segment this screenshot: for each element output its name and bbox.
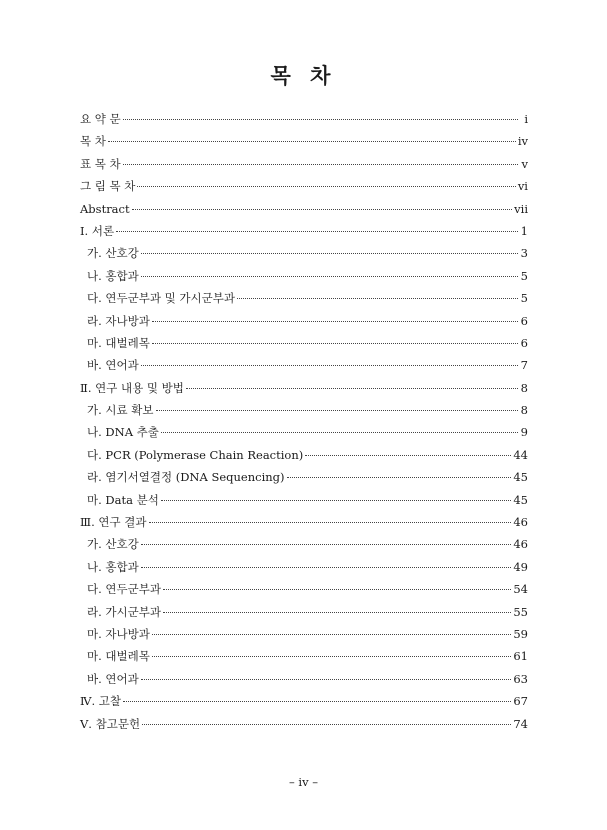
toc-entry-page-number: 49 <box>513 559 528 574</box>
page-number-footer: – iv – <box>289 775 318 789</box>
toc-entry-page-number: 44 <box>513 447 528 462</box>
toc-entry-label: Ⅴ. 참고문헌 <box>80 716 141 731</box>
toc-entry[interactable] <box>80 377 528 399</box>
toc-entry-label: Ⅰ. 서론 <box>80 223 115 238</box>
toc-entry[interactable] <box>80 668 528 690</box>
toc-entry-page-number: 46 <box>513 515 528 530</box>
toc-entry-page-number: 46 <box>513 537 528 552</box>
toc-entry[interactable] <box>80 265 528 287</box>
toc-dot-leader <box>152 634 512 635</box>
toc-entry[interactable] <box>80 511 528 533</box>
toc-entry-label: 나. 홍합과 <box>87 268 139 283</box>
toc-dot-leader <box>152 656 512 657</box>
toc-entry[interactable] <box>80 645 528 667</box>
toc-entry[interactable] <box>80 198 528 220</box>
toc-entry-page-number: 6 <box>520 335 528 350</box>
toc-dot-leader <box>142 724 511 725</box>
toc-entry-page-number: 67 <box>513 694 528 709</box>
toc-entry[interactable] <box>80 242 528 264</box>
toc-entry-label: 가. 산호강 <box>87 246 139 261</box>
toc-dot-leader <box>141 679 512 680</box>
toc-entry-page-number: 3 <box>520 246 528 261</box>
toc-entry-page-number: v <box>521 156 528 171</box>
toc-entry-label: 나. 홍합과 <box>87 559 139 574</box>
table-of-contents <box>80 108 528 735</box>
toc-entry-page-number: 63 <box>513 671 528 686</box>
toc-entry-label: 마. 대벌레목 <box>87 335 150 350</box>
toc-entry-label: Abstract <box>80 201 130 216</box>
toc-dot-leader <box>163 589 511 590</box>
toc-entry[interactable] <box>80 556 528 578</box>
toc-dot-leader <box>141 567 512 568</box>
toc-dot-leader <box>116 231 518 232</box>
toc-entry-page-number: 59 <box>513 626 528 641</box>
toc-entry-label: 라. 가시군부과 <box>87 604 161 619</box>
toc-entry[interactable] <box>80 713 528 735</box>
toc-dot-leader <box>186 388 518 389</box>
toc-dot-leader <box>163 612 511 613</box>
toc-entry-page-number: 61 <box>513 649 528 664</box>
toc-entry-label: 마. Data 분석 <box>87 492 159 507</box>
toc-entry[interactable] <box>80 153 528 175</box>
toc-entry-label: 마. 자나방과 <box>87 626 150 641</box>
toc-dot-leader <box>287 477 512 478</box>
toc-entry-page-number: 9 <box>520 425 528 440</box>
toc-entry-page-number: 5 <box>520 268 528 283</box>
toc-dot-leader <box>123 164 518 165</box>
toc-dot-leader <box>161 500 512 501</box>
toc-entry-page-number: 45 <box>513 492 528 507</box>
toc-entry[interactable] <box>80 399 528 421</box>
toc-entry-page-number: vii <box>514 201 528 216</box>
toc-entry-label: 요 약 문 <box>80 112 121 126</box>
toc-dot-leader <box>108 141 516 142</box>
toc-entry-label: 다. 연두군부과 <box>87 582 161 597</box>
toc-entry-label: 가. 시료 확보 <box>87 403 154 418</box>
toc-entry-label: Ⅱ. 연구 내용 및 방법 <box>80 380 184 395</box>
toc-entry[interactable] <box>80 578 528 600</box>
toc-entry-label: 그 림 목 차 <box>80 179 136 194</box>
toc-entry-label: 나. DNA 추출 <box>87 425 159 440</box>
toc-entry-label: 다. 연두군부과 및 가시군부과 <box>87 291 235 306</box>
toc-entry-page-number: 8 <box>520 403 528 418</box>
toc-entry-label: Ⅳ. 고찰 <box>80 694 122 709</box>
toc-entry-page-number: 54 <box>513 582 528 597</box>
toc-entry-label: 마. 대벌레목 <box>87 649 150 664</box>
toc-dot-leader <box>149 522 512 523</box>
toc-dot-leader <box>137 186 515 187</box>
toc-entry[interactable] <box>80 623 528 645</box>
toc-dot-leader <box>141 365 518 366</box>
toc-entry[interactable] <box>80 690 528 712</box>
toc-dot-leader <box>141 253 518 254</box>
toc-entry-label: 다. PCR (Polymerase Chain Reaction) <box>87 447 304 462</box>
toc-entry-label: 라. 자나방과 <box>87 313 150 328</box>
toc-entry[interactable] <box>80 354 528 376</box>
toc-entry-label: 바. 연어과 <box>87 671 139 686</box>
toc-entry-label: Ⅲ. 연구 결과 <box>80 515 147 530</box>
toc-dot-leader <box>132 209 513 210</box>
page-title: 목 차 <box>270 63 337 88</box>
toc-entry-page-number: 55 <box>513 604 528 619</box>
toc-dot-leader <box>141 544 512 545</box>
toc-entry-label: 가. 산호강 <box>87 537 139 552</box>
toc-entry-page-number: 8 <box>520 380 528 395</box>
toc-entry-page-number: iv <box>517 134 528 149</box>
toc-dot-leader <box>141 276 518 277</box>
toc-dot-leader <box>305 455 511 456</box>
toc-entry[interactable] <box>80 130 528 152</box>
toc-dot-leader <box>156 410 518 411</box>
toc-entry-label: 표 목 차 <box>80 156 121 171</box>
toc-entry-page-number: 7 <box>520 358 528 373</box>
toc-entry[interactable] <box>80 489 528 511</box>
toc-entry[interactable] <box>80 421 528 443</box>
toc-entry-page-number: vi <box>517 179 528 194</box>
toc-entry-page-number: i <box>524 112 528 126</box>
toc-entry[interactable] <box>80 332 528 354</box>
toc-entry[interactable] <box>80 601 528 623</box>
toc-entry[interactable] <box>80 175 528 197</box>
toc-entry-page-number: 74 <box>513 716 528 731</box>
toc-entry[interactable] <box>80 108 528 130</box>
toc-dot-leader <box>152 321 518 322</box>
toc-entry-page-number: 6 <box>520 313 528 328</box>
toc-entry-label: 목 차 <box>80 134 106 149</box>
toc-dot-leader <box>237 298 518 299</box>
toc-entry[interactable] <box>80 220 528 242</box>
toc-dot-leader <box>123 119 518 120</box>
toc-entry-page-number: 1 <box>520 223 528 238</box>
toc-entry[interactable] <box>80 533 528 555</box>
toc-entry[interactable] <box>80 466 528 488</box>
toc-dot-leader <box>161 432 518 433</box>
toc-entry[interactable] <box>80 310 528 332</box>
toc-entry-label: 라. 염기서열결정 (DNA Sequencing) <box>87 470 285 485</box>
toc-entry-page-number: 5 <box>520 291 528 306</box>
toc-entry[interactable] <box>80 444 528 466</box>
toc-entry-page-number: 45 <box>513 470 528 485</box>
toc-entry[interactable] <box>80 287 528 309</box>
toc-dot-leader <box>123 701 511 702</box>
toc-dot-leader <box>152 343 518 344</box>
toc-entry-label: 바. 연어과 <box>87 358 139 373</box>
